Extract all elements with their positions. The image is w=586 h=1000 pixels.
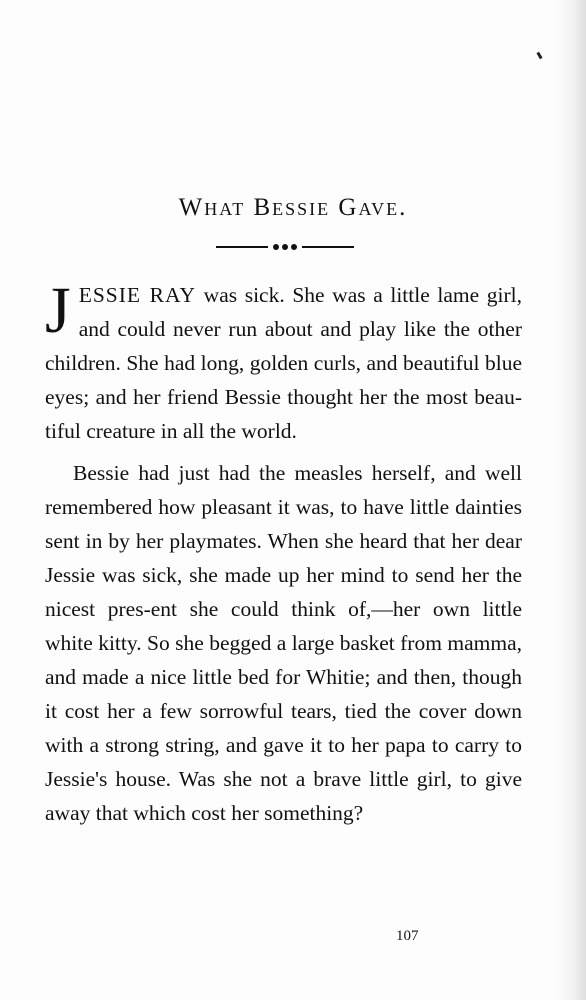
story-text: [45, 274, 522, 830]
drop-cap: J: [45, 274, 71, 347]
chapter-title: What Bessie Gave.: [178, 194, 408, 221]
paragraph-1-text: was sick. She was a little lame girl, and could never run about and play like the other children. She had long, golden curls, and beautiful blue eyes; and her friend Bessie thought her the most beau-tiful creature in all the world.: [45, 283, 522, 443]
ornament-dot: [282, 244, 288, 250]
page-number: 107: [396, 928, 419, 944]
title-ornament: [216, 243, 354, 251]
lead-in-caps: ESSIE RAY: [78, 283, 197, 307]
paragraph-1: [45, 274, 522, 448]
ornament-rule-right: [302, 246, 354, 248]
ornament-dot: [291, 244, 297, 250]
page-edge-shadow: [556, 0, 586, 1000]
print-speck: [536, 52, 542, 60]
ornament-rule-left: [216, 246, 268, 248]
paragraph-2: Bessie had just had the measles herself, and well remembered how pleasant it was, to have little dainties sent in by her playmates. When she heard that her dear Jessie was sick, she made up her mind to send her the nicest pres-ent she could think of,—her own little white kitty. So she begged a large basket from mamma, and made a nice little bed for Whitie; and then, though it cost her a few sorrowful tears, tied the cover down with a strong string, and gave it to her papa to carry to Jessie's house. Was she not a brave little girl, to give away that which cost her something?: [45, 461, 522, 825]
ornament-dot: [273, 244, 279, 250]
